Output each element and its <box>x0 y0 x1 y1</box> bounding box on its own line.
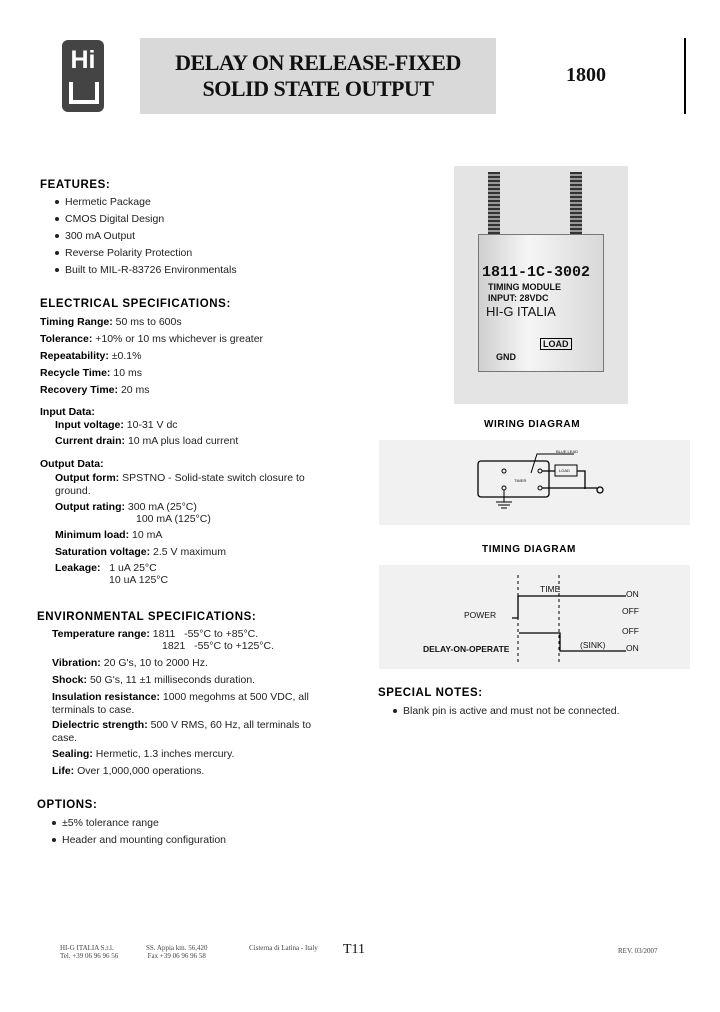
photo-line2: TIMING MODULE <box>488 282 561 292</box>
spec-output-rating: Output rating: 300 mA (25°C) <box>55 501 197 513</box>
blue-lead-label: BLUE LEAD <box>556 449 579 454</box>
electrical-heading: ELECTRICAL SPECIFICATIONS: <box>40 298 231 310</box>
spec-temperature: Temperature range: 1811 -55°C to +85°C. <box>52 628 259 640</box>
delay-label: DELAY-ON-OPERATE <box>423 644 510 654</box>
note-item: Blank pin is active and must not be connected. <box>393 705 620 718</box>
footer-address: SS. Appia km. 56,420 Fax +39 06 96 96 58 <box>146 944 208 960</box>
special-notes-heading: SPECIAL NOTES: <box>378 687 483 699</box>
time-label: TIME <box>540 584 561 594</box>
logo <box>62 40 104 112</box>
environmental-heading: ENVIRONMENTAL SPECIFICATIONS: <box>37 611 257 623</box>
spec-sealing: Sealing: Hermetic, 1.3 inches mercury. <box>52 748 235 760</box>
spec-tolerance: Tolerance: +10% or 10 ms whichever is greater <box>40 333 264 345</box>
spec-insulation: Insulation resistance: 1000 megohms at 500 VDC, all terminals to case. <box>52 691 309 716</box>
part-number: 1800 <box>566 64 606 86</box>
spec-current-drain: Current drain: 10 mA plus load current <box>55 435 239 447</box>
sink-label: (SINK) <box>580 640 606 650</box>
spec-minimum-load: Minimum load: 10 mA <box>55 529 163 541</box>
photo-gnd: GND <box>496 352 516 362</box>
power-waveform <box>512 596 626 618</box>
on-label-1: ON <box>626 589 639 599</box>
title-line-2: SOLID STATE OUTPUT <box>202 76 434 101</box>
photo-brand: HI-G ITALIA <box>486 304 556 319</box>
spec-repeatability: Repeatability: ±0.1% <box>40 350 142 362</box>
feature-item: 300 mA Output <box>55 230 135 243</box>
page-title <box>140 38 496 114</box>
off-label-2: OFF <box>622 626 639 636</box>
load-label: LOAD <box>559 468 570 473</box>
revision: REV. 03/2007 <box>618 947 658 955</box>
timing-diagram-title: TIMING DIAGRAM <box>482 544 576 555</box>
wiring-diagram <box>379 440 690 525</box>
wiring-schematic <box>379 440 690 525</box>
spec-vibration: Vibration: 20 G's, 10 to 2000 Hz. <box>52 657 208 669</box>
input-data-heading: Input Data: <box>40 406 95 418</box>
header-divider <box>684 38 686 114</box>
spec-life: Life: Over 1,000,000 operations. <box>52 765 205 777</box>
option-item: Header and mounting configuration <box>52 834 226 847</box>
output-data-heading: Output Data: <box>40 458 104 470</box>
spec-recycle: Recycle Time: 10 ms <box>40 367 142 379</box>
title-line-1: DELAY ON RELEASE-FIXED <box>175 50 461 75</box>
on-label-2: ON <box>626 643 639 653</box>
photo-load: LOAD <box>540 338 572 350</box>
feature-item: Built to MIL-R-83726 Environmentals <box>55 264 237 277</box>
logo-text: Hi <box>70 46 96 74</box>
power-label: POWER <box>464 610 497 620</box>
spec-leakage: Leakage: 1 uA 25°C <box>55 562 157 574</box>
photo-marking: 1811-1C-3002 <box>482 264 591 281</box>
footer-city: Cisterna di Latina - Italy <box>249 944 318 952</box>
spec-timing-range: Timing Range: 50 ms to 600s <box>40 316 182 328</box>
off-label-1: OFF <box>622 606 639 616</box>
output-waveform <box>519 633 626 651</box>
options-heading: OPTIONS: <box>37 799 98 811</box>
timer-label: TIMER <box>514 478 527 483</box>
spec-leakage-2: 10 uA 125°C <box>109 574 169 586</box>
feature-item: CMOS Digital Design <box>55 213 164 226</box>
spec-output-rating-2: 100 mA (125°C) <box>136 513 211 525</box>
option-item: ±5% tolerance range <box>52 817 159 830</box>
spec-output-form: Output form: SPSTNO - Solid-state switch closure to ground. <box>55 472 305 497</box>
wiring-diagram-title: WIRING DIAGRAM <box>484 419 581 430</box>
photo-line3: INPUT: 28VDC <box>488 293 549 303</box>
spec-recovery: Recovery Time: 20 ms <box>40 384 150 396</box>
timing-diagram <box>379 565 690 669</box>
feature-item: Reverse Polarity Protection <box>55 247 192 260</box>
spec-input-voltage: Input voltage: 10-31 V dc <box>55 419 178 431</box>
spec-temperature-2: 1821 -55°C to +125°C. <box>162 640 275 652</box>
feature-item: Hermetic Package <box>55 196 151 209</box>
product-photo <box>454 166 628 404</box>
spec-dielectric: Dielectric strength: 500 V RMS, 60 Hz, all terminals to case. <box>52 719 312 744</box>
spec-saturation: Saturation voltage: 2.5 V maximum <box>55 546 226 558</box>
features-heading: FEATURES: <box>40 179 111 191</box>
page-number: T11 <box>343 942 366 957</box>
spec-shock: Shock: 50 G's, 11 ±1 milliseconds duration. <box>52 674 256 686</box>
footer-company: HI-G ITALIA S.r.l. Tel. +39 06 96 96 56 <box>60 944 119 960</box>
